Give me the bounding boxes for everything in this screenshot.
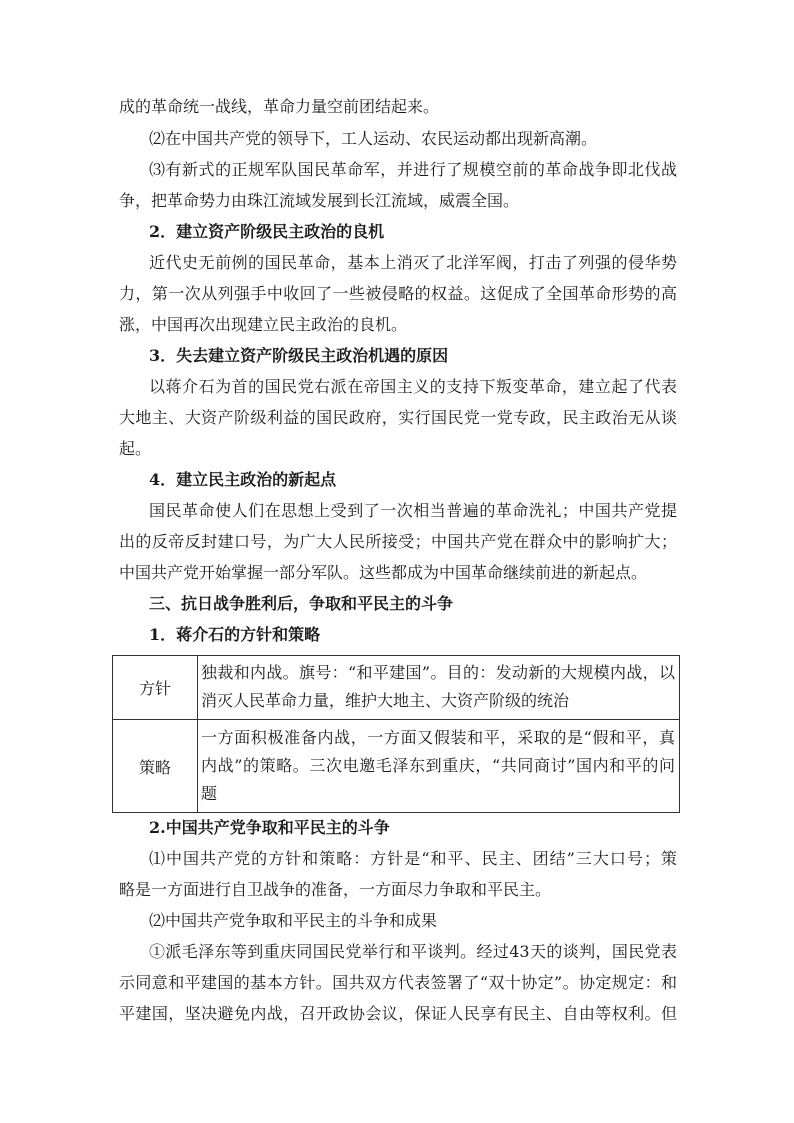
table-row-header: 策略 (113, 720, 198, 812)
paragraph-line: 略是一方面进行自卫战争的准备，一方面尽力争取和平民主。 (119, 880, 552, 899)
paragraph-line: 成的革命统一战线，革命力量空前团结起来。 (119, 97, 440, 116)
table-cell (201, 724, 675, 808)
table-row-header: 方针 (113, 656, 198, 719)
subsection-heading: 2.中国共产党争取和平民主的斗争 (149, 818, 390, 837)
policy-table (112, 655, 680, 813)
paragraph-line: ①派毛泽东等到重庆同国民党举行和平谈判。经过43天的谈判，国民党表 (149, 942, 677, 961)
paragraph-line: 国民革命使人们在思想上受到了一次相当普遍的革命洗礼；中国共产党提 (149, 501, 677, 520)
paragraph-line: 以蒋介石为首的国民党右派在帝国主义的支持下叛变革命，建立起了代表 (149, 377, 677, 396)
paragraph-line: 平建国，坚决避免内战，召开政协会议，保证人民享有民主、自由等权利。但 (119, 1004, 677, 1023)
paragraph-line: ⑵中国共产党争取和平民主的斗争和成果 (149, 911, 438, 930)
subsection-heading: 1．蒋介石的方针和策略 (149, 625, 321, 644)
table-cell-line: 一方面积极准备内战，一方面又假装和平，采取的是“假和平，真 (201, 728, 675, 747)
paragraph-line: 涨，中国再次出现建立民主政治的良机。 (119, 315, 408, 334)
table-cell-line: 消灭人民革命力量，维护大地主、大资产阶级的统治 (201, 691, 570, 710)
paragraph-line: 出的反帝反封建口号，为广大人民所接受；中国共产党在群众中的影响扩大； (119, 532, 677, 551)
paragraph-line: ⑶有新式的正规军队国民革命军，并进行了规模空前的革命战争即北伐战 (149, 160, 677, 179)
paragraph-line: 近代史无前例的国民革命，基本上消灭了北洋军阀，打击了列强的侵华势 (149, 253, 677, 272)
paragraph-line: ⑵在中国共产党的领导下，工人运动、农民运动都出现新高潮。 (149, 129, 598, 148)
paragraph-line: ⑴中国共产党的方针和策略：方针是“和平、民主、团结”三大口号；策 (149, 849, 677, 868)
section-heading: 3．失去建立资产阶级民主政治机遇的原因 (149, 346, 449, 365)
table-cell-line: 独裁和内战。旗号：“和平建国”。目的：发动新的大规模内战，以 (201, 663, 675, 682)
paragraph-line: 起。 (119, 439, 152, 458)
paragraph-line: 大地主、大资产阶级利益的国民政府，实行国民党一党专政，民主政治无从谈 (119, 408, 677, 427)
table-row (113, 720, 679, 812)
paragraph-line: 力，第一次从列强手中收回了一些被侵略的权益。这促成了全国革命形势的高 (119, 284, 677, 303)
paragraph-line: 示同意和平建国的基本方针。国共双方代表签署了“双十协定”。协定规定：和 (119, 973, 677, 992)
table-cell (201, 659, 675, 715)
paragraph-line: 中国共产党开始掌握一部分军队。这些都成为中国革命继续前进的新起点。 (119, 563, 648, 582)
table-cell-line: 内战”的策略。三次电邀毛泽东到重庆，“共同商讨”国内和平的问 (201, 756, 675, 775)
table-row (113, 656, 679, 720)
section-heading: 三、抗日战争胜利后，争取和平民主的斗争 (149, 594, 454, 613)
table-cell-line: 题 (201, 784, 218, 803)
section-heading: 4．建立民主政治的新起点 (149, 470, 337, 489)
section-heading: 2．建立资产阶级民主政治的良机 (149, 222, 385, 241)
paragraph-line: 争，把革命势力由珠江流域发展到长江流域，威震全国。 (119, 191, 520, 210)
